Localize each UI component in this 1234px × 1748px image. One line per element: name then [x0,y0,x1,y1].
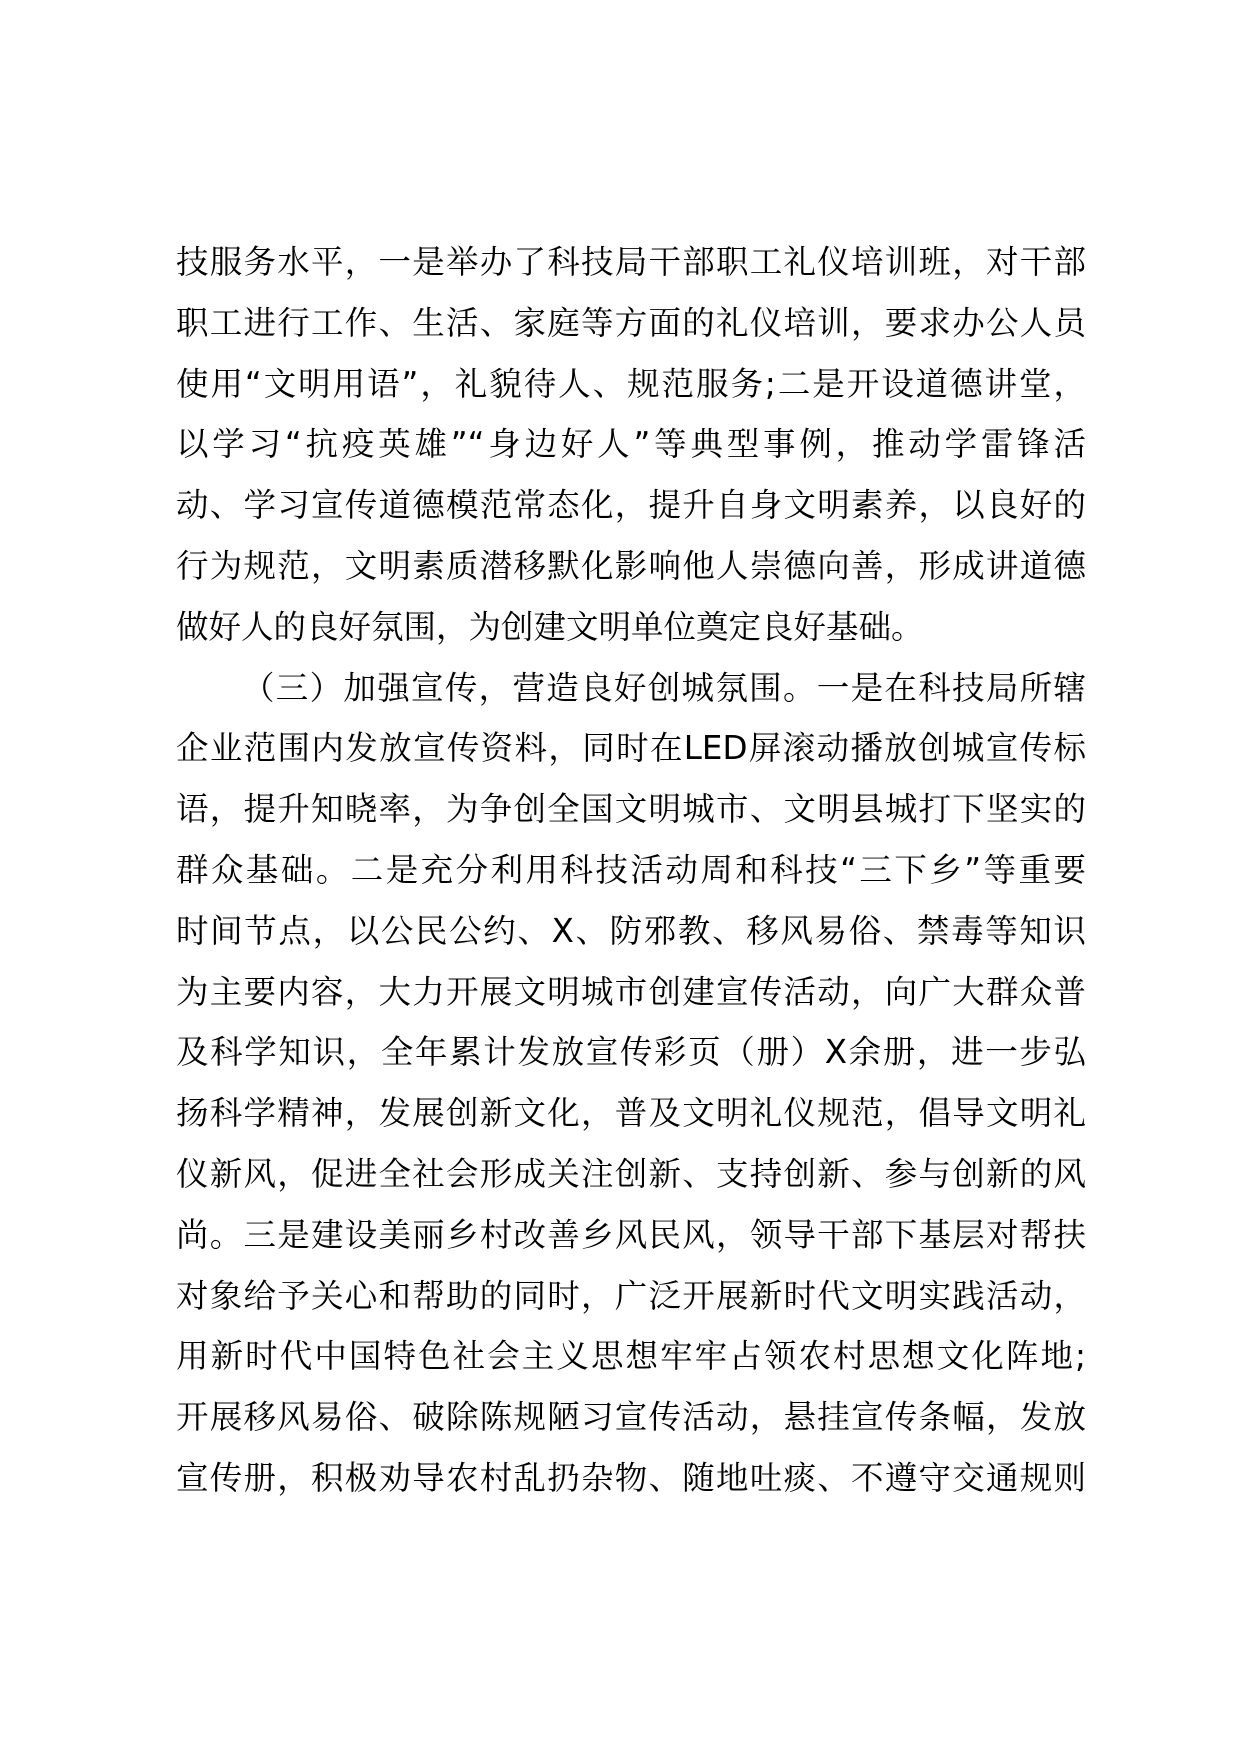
text-line: 以学习“抗疫英雄”“身边好人”等典型事例，推动学雷锋活 [176,425,1086,464]
text-line: 群众基础。二是充分利用科技活动周和科技“三下乡”等重要 [176,850,1086,889]
text-line: 使用“文明用语”，礼貌待人、规范服务;二是开设道德讲堂， [176,364,1086,403]
text-line: 语，提升知晓率，为争创全国文明城市、文明县城打下坚实的 [176,790,1086,829]
text-line: 技服务水平，一是举办了科技局干部职工礼仪培训班，对干部 [176,243,1086,281]
body-text [176,232,1086,1509]
text-line: 仪新风，促进全社会形成关注创新、支持创新、参与创新的风 [176,1154,1086,1193]
text-line: 动、学习宣传道德模范常态化，提升自身文明素养，以良好的 [176,486,1086,525]
text-line: 做好人的良好氛围，为创建文明单位奠定良好基础。 [176,607,924,646]
text-line: 为主要内容，大力开展文明城市创建宣传活动，向广大群众普 [176,972,1086,1011]
text-line: 宣传册，积极劝导农村乱扔杂物、随地吐痰、不遵守交通规则 [176,1458,1086,1497]
text-line: 对象给予关心和帮助的同时，广泛开展新时代文明实践活动， [176,1276,1086,1315]
text-line: 及科学知识，全年累计发放宣传彩页（册）X余册，进一步弘 [176,1033,1086,1072]
text-line: 尚。三是建设美丽乡村改善乡风民风，领导干部下基层对帮扶 [176,1215,1086,1254]
text-line: 时间节点，以公民公约、X、防邪教、移风易俗、禁毒等知识 [176,911,1086,950]
section-heading-line: （三）加强宣传，营造良好创城氛围。一是在科技局所辖 [242,668,1086,707]
text-line: 开展移风易俗、破除陈规陋习宣传活动，悬挂宣传条幅，发放 [176,1398,1086,1437]
text-line: 扬科学精神，发展创新文化，普及文明礼仪规范，倡导文明礼 [176,1094,1086,1133]
text-line: 行为规范，文明素质潜移默化影响他人崇德向善，形成讲道德 [176,546,1086,585]
text-line: 企业范围内发放宣传资料，同时在LED屏滚动播放创城宣传标 [176,729,1086,768]
text-line: 职工进行工作、生活、家庭等方面的礼仪培训，要求办公人员 [176,303,1086,342]
text-line: 用新时代中国特色社会主义思想牢牢占领农村思想文化阵地; [176,1337,1086,1376]
